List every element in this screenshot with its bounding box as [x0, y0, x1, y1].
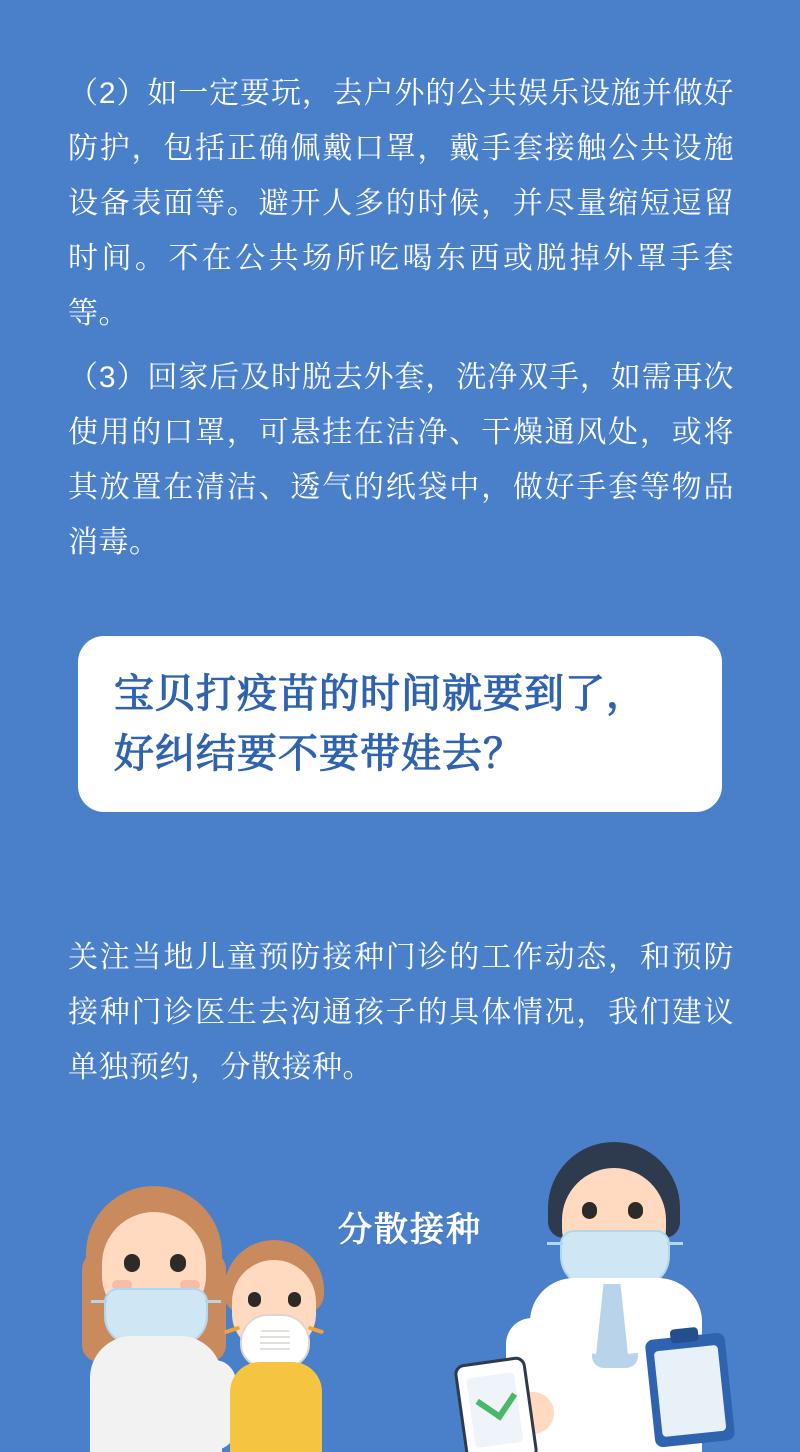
child-eye-left	[248, 1292, 261, 1307]
illustration-label: 分散接种	[338, 1211, 482, 1249]
mother-figure	[86, 1168, 236, 1452]
child-body	[230, 1362, 322, 1452]
n95-mask-icon	[240, 1314, 310, 1368]
doctor-figure	[500, 1142, 720, 1452]
child-eye-right	[288, 1292, 301, 1307]
mother-eye-left	[124, 1254, 140, 1272]
highlight-card-text: 宝贝打疫苗的时间就要到了，好纠结要不要带娃去？	[114, 672, 647, 776]
clipboard-paper	[654, 1345, 727, 1437]
check-icon	[475, 1379, 517, 1421]
clipboard-icon	[645, 1332, 736, 1448]
paragraph-3: （3）回家后及时脱去外套，洗净双手，如需再次使用的口罩，可悬挂在洁净、干燥通风处，或将其放置在清洁、透气的纸袋中，做好手套等物品消毒。	[68, 361, 734, 559]
paragraph-2: （2）如一定要玩，去户外的公共娱乐设施并做好防护，包括正确佩戴口罩，戴手套接触公共设施设备表面等。避开人多的时候，并尽量缩短逗留时间。不在公共场所吃喝东西或脱掉外罩手套等。	[68, 77, 734, 330]
child-figure	[216, 1240, 334, 1452]
child-mask-pleats	[260, 1330, 290, 1352]
phone-screen	[466, 1372, 523, 1448]
doctor-eye-left	[582, 1202, 597, 1219]
clipboard-clip	[670, 1327, 699, 1344]
mother-eye-right	[170, 1254, 186, 1272]
illustration	[0, 1120, 800, 1452]
doctor-eye-right	[628, 1202, 643, 1219]
highlight-card	[78, 636, 722, 812]
paragraph-4: 关注当地儿童预防接种门诊的工作动态，和预防接种门诊医生去沟通孩子的具体情况，我们建议单独预约，分散接种。	[68, 941, 734, 1084]
smartphone-icon	[453, 1355, 539, 1452]
